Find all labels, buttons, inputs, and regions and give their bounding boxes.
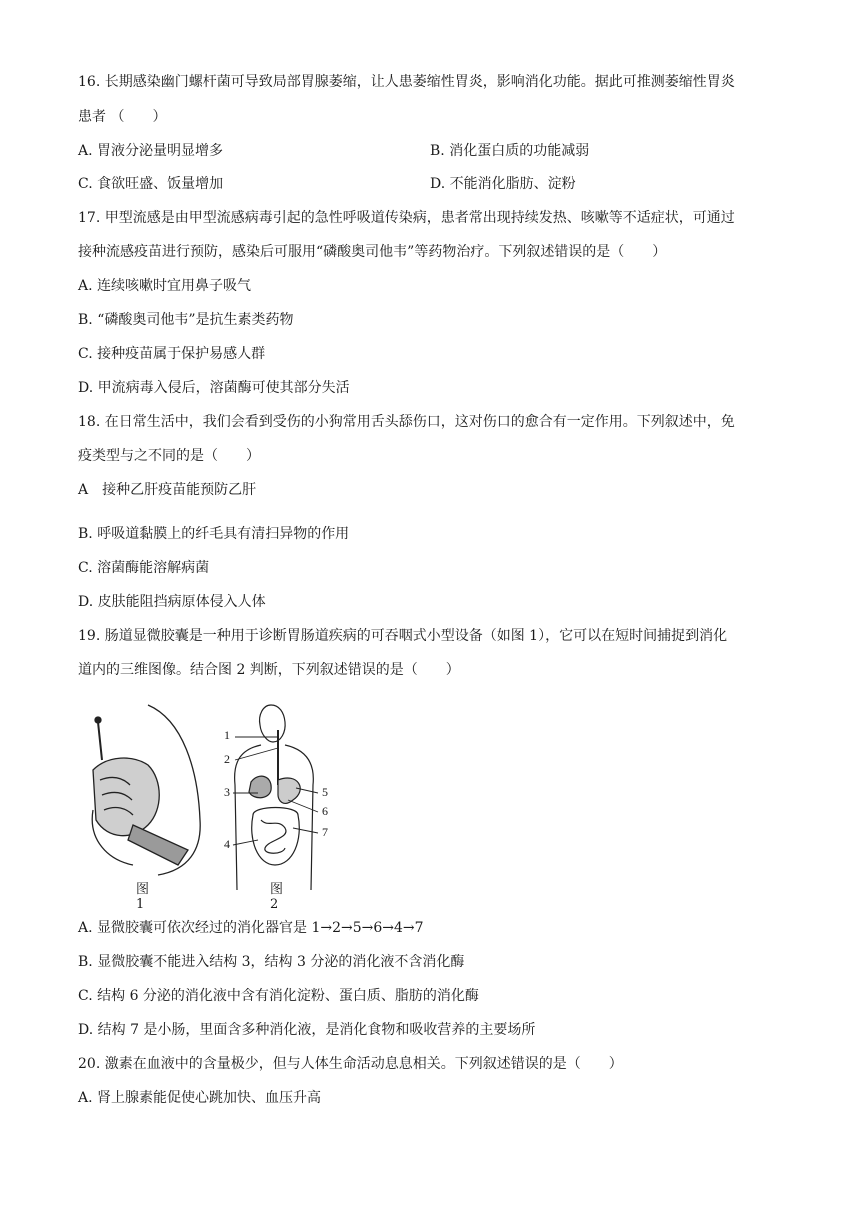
figure-1-hand-capsule-illustration [88,700,348,900]
label-2: 2 [224,752,230,766]
q17-stem-line2: 接种流感疫苗进行预防，感染后可服用“磷酸奥司他韦”等药物治疗。下列叙述错误的是（ ） [78,244,667,260]
q18-option-d: D. 皮肤能阻挡病原体侵入人体 [78,594,266,610]
label-1: 1 [224,728,230,742]
q20-option-a: A. 肾上腺素能促使心跳加快、血压升高 [78,1090,322,1106]
q16-option-a: A. 胃液分泌量明显增多 [78,143,224,159]
q19-option-d: D. 结构 7 是小肠，里面含多种消化液，是消化食物和吸收营养的主要场所 [78,1022,536,1038]
capsule-icon [95,717,101,723]
label-4: 4 [224,837,230,851]
label-6: 6 [322,804,328,818]
figure-2-caption: 图2 [270,882,284,912]
hand-sketch [92,705,200,875]
q17-option-b: B. “磷酸奥司他韦”是抗生素类药物 [78,312,294,328]
label-3: 3 [224,785,230,799]
q16-option-b: B. 消化蛋白质的功能减弱 [430,143,590,159]
digestive-system-sketch [235,705,314,890]
q17-option-d: D. 甲流病毒入侵后，溶菌酶可使其部分失活 [78,380,350,396]
q18-option-b: B. 呼吸道黏膜上的纤毛具有清扫异物的作用 [78,526,350,542]
q18-stem-line2: 疫类型与之不同的是（ ） [78,448,260,464]
q19-stem-line2: 道内的三维图像。结合图 2 判断，下列叙述错误的是（ ） [78,662,460,678]
label-7: 7 [322,825,328,839]
q17-stem-line1: 17. 甲型流感是由甲型流感病毒引起的急性呼吸道传染病，患者常出现持续发热、咳嗽等不适症状，可通过 [78,210,735,226]
q19-option-a: A. 显微胶囊可依次经过的消化器官是 1→2→5→6→4→7 [78,920,424,936]
q18-option-a: A 接种乙肝疫苗能预防乙肝 [78,482,257,498]
leader-lines [233,737,318,845]
q18-option-c: C. 溶菌酶能溶解病菌 [78,560,210,576]
q17-option-c: C. 接种疫苗属于保护易感人群 [78,346,266,362]
q16-option-d: D. 不能消化脂肪、淀粉 [430,176,576,192]
q17-option-a: A. 连续咳嗽时宜用鼻子吸气 [78,278,252,294]
q20-stem: 20. 激素在血液中的含量极少，但与人体生命活动息息相关。下列叙述错误的是（ ） [78,1056,623,1072]
q18-stem-line1: 18. 在日常生活中，我们会看到受伤的小狗常用舌头舔伤口，这对伤口的愈合有一定作用。下列叙述中，免 [78,414,735,430]
figure-1-caption: 图1 [136,882,150,912]
q16-option-c: C. 食欲旺盛、饭量增加 [78,176,224,192]
q16-stem-line1: 16. 长期感染幽门螺杆菌可导致局部胃腺萎缩，让人患萎缩性胃炎，影响消化功能。据此可推测萎缩性胃炎 [78,74,735,90]
q19-option-b: B. 显微胶囊不能进入结构 3，结构 3 分泌的消化液不含消化酶 [78,954,465,970]
label-5: 5 [322,785,328,799]
q16-stem-line2: 患者 （ ） [78,109,167,125]
q19-option-c: C. 结构 6 分泌的消化液中含有消化淀粉、蛋白质、脂肪的消化酶 [78,988,479,1004]
q19-stem-line1: 19. 肠道显微胶囊是一种用于诊断胃肠道疾病的可吞咽式小型设备（如图 1），它可以在短时间捕捉到消化 [78,628,728,644]
